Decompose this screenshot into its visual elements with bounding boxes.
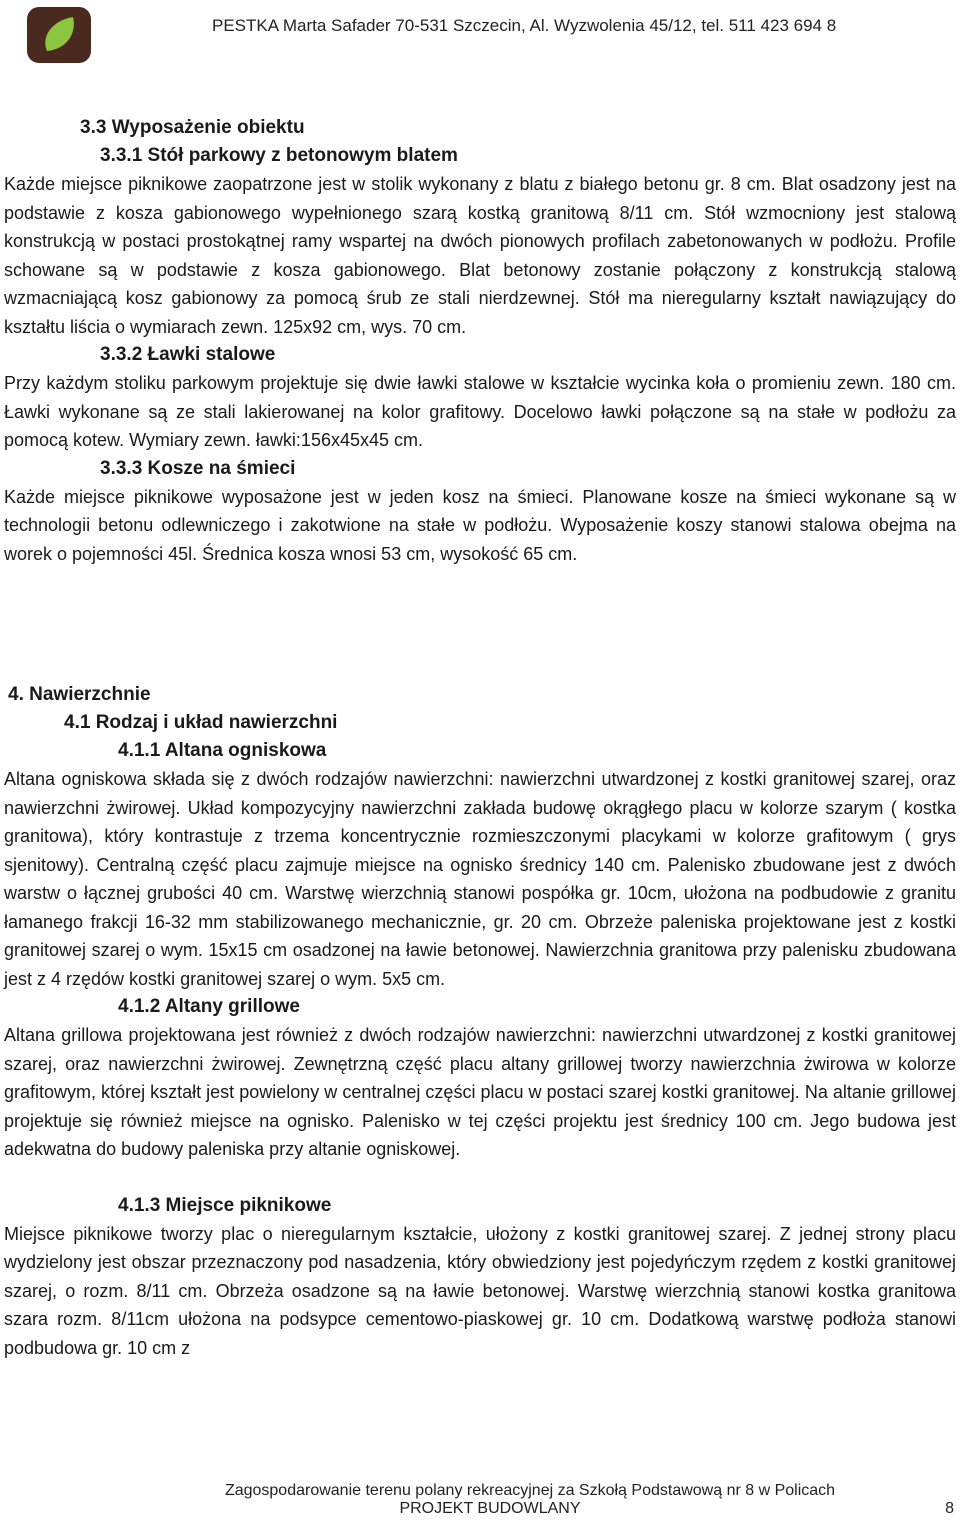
paragraph-3-3-1: Każde miejsce piknikowe zaopatrzone jest w stolik wykonany z blatu z białego betonu gr. 8 cm. Blat osadzony jest na podstawie z kosza gabionowego wypełnionego szarą kostką granitową 8/11 cm. Stół wzmocniony jest stalową konstrukcją w postaci prostokątnej ramy wspartej na dwóch pionowych profilach zabetonowanych w podłożu. Profile schowane są w podstawie z kosza gabionowego. Blat betonowy zostanie połączony z konstrukcją stalową wzmacniającą kosz gabionowy za pomocą śrub ze stali nierdzewnej. Stół ma nieregularny kształt nawiązujący do kształtu liścia o wymiarach zewn. 125x92 cm, wys. 70 cm. bbox=[4, 174, 956, 337]
paragraph-4-1-3: Miejsce piknikowe tworzy plac o nieregularnym kształcie, ułożony z kostki granitowej szarej. Z jednej strony placu wydzielony jest obszar przeznaczony pod nasadzenia, który obwiedziony jest pojedyńczym rzędem z kostki granitowej szarej, o rozm. 8/11 cm. Obrzeża osadzone są na ławie betonowej. Warstwę wierzchnią stanowi kostka granitowa szara rozm. 8/11cm ułożona na podsypce cementowo-piaskowej gr. 10 cm. Dodatkową warstwę podłoża stanowi podbudowa gr. 10 cm z bbox=[4, 1223, 956, 1358]
leaf-logo-icon bbox=[27, 7, 91, 63]
paragraph-4-1-1: Altana ogniskowa składa się z dwóch rodzajów nawierzchni: nawierzchni utwardzonej z kostki granitowej szarej, oraz nawierzchni żwirowej. Układ kompozycyjny nawierzchni zakłada budowę okrągłego placu w kolorze szarym ( kostka granitowa), który kontrastuje z trzema koncentrycznie rozmieszczonymi placykami w kolorze grafitowym ( grys sjenitowy). Centralną część placu zajmuje miejsce na ognisko średnicy 140 cm. Palenisko zbudowane jest z dwóch warstw o łącznej grubości 40 cm. Warstwę wierzchnią stanowi pospółka gr. 10cm, ułożona na podbudowie z granitu łamanego frakcji 16-32 mm stabilizowanego mechanicznie, gr. 20 cm. Obrzeże paleniska projektowane jest z kostki granitowej szarej o wym. 15x15 cm osadzonej na ławie betonowej. Nawierzchnia granitowa przy palenisku zbudowana jest z 4 rzędów kostki granitowej szarej o wym. 5x5 cm. bbox=[4, 769, 956, 989]
footer-project-title: Zagospodarowanie terenu polany rekreacyjnej za Szkołą Podstawową nr 8 w Policach bbox=[224, 1482, 836, 1499]
spacer bbox=[4, 1164, 956, 1192]
heading-4-1-2: 4.1.2 Altany grillowe bbox=[118, 996, 300, 1017]
heading-4-1: 4.1 Rodzaj i układ nawierzchni bbox=[64, 712, 338, 733]
paragraph-4-1-2: Altana grillowa projektowana jest również z dwóch rodzajów nawierzchni: nawierzchni utwardzonej z kostki granitowej szarej, oraz nawierzchni żwirowej. Zewnętrzną część placu altany grillowej tworzy nawierzchnia żwirowa w kolorze grafitowym, której kształt jest powielony w centralnej części placu w postaci szarej kostki granitowej. Na altanie grillowej projektuje się również miejsce na ognisko. Palenisko w tej części projektu jest średnicy 100 cm. Jego budowa jest adekwatna do budowy paleniska przy altanie ogniskowej. bbox=[4, 1025, 956, 1159]
heading-3-3: 3.3 Wyposażenie obiektu bbox=[80, 117, 305, 138]
heading-4-1-1: 4.1.1 Altana ogniskowa bbox=[118, 740, 327, 761]
footer-project-type: PROJEKT BUDOWLANY bbox=[399, 1500, 581, 1517]
heading-3-3-1: 3.3.1 Stół parkowy z betonowym blatem bbox=[100, 145, 458, 166]
heading-4-1-3: 4.1.3 Miejsce piknikowe bbox=[118, 1194, 332, 1216]
heading-4: 4. Nawierzchnie bbox=[8, 684, 151, 705]
page-number: 8 bbox=[945, 1500, 954, 1517]
heading-3-3-3: 3.3.3 Kosze na śmieci bbox=[100, 457, 296, 479]
page-footer bbox=[0, 1482, 960, 1518]
header-company-info: PESTKA Marta Safader 70-531 Szczecin, Al. Wyzwolenia 45/12, tel. 511 423 694 8 bbox=[212, 16, 837, 35]
footer-project-type-row bbox=[0, 1500, 960, 1518]
paragraph-3-3-3: Każde miejsce piknikowe wyposażone jest w jeden kosz na śmieci. Planowane kosze na śmieci wykonane są w technologii betonu odlewniczego i zakotwione na stałe w podłożu. Wyposażenie koszy stanowi stalowa obejma na worek o pojemności 45l. Średnica kosza wnosi 53 cm, wysokość 65 cm. bbox=[4, 486, 956, 564]
document-body bbox=[4, 114, 956, 1362]
heading-3-3-2: 3.3.2 Ławki stalowe bbox=[100, 344, 276, 365]
company-logo bbox=[27, 7, 91, 63]
spacer bbox=[4, 568, 956, 681]
paragraph-3-3-2: Przy każdym stoliku parkowym projektuje się dwie ławki stalowe w kształcie wycinka koła o promieniu zewn. 180 cm. Ławki wykonane są ze stali lakierowanej na kolor grafitowy. Docelowo ławki połączone są na stałe w podłożu za pomocą kotew. Wymiary zewn. ławki:156x45x45 cm. bbox=[4, 373, 956, 450]
